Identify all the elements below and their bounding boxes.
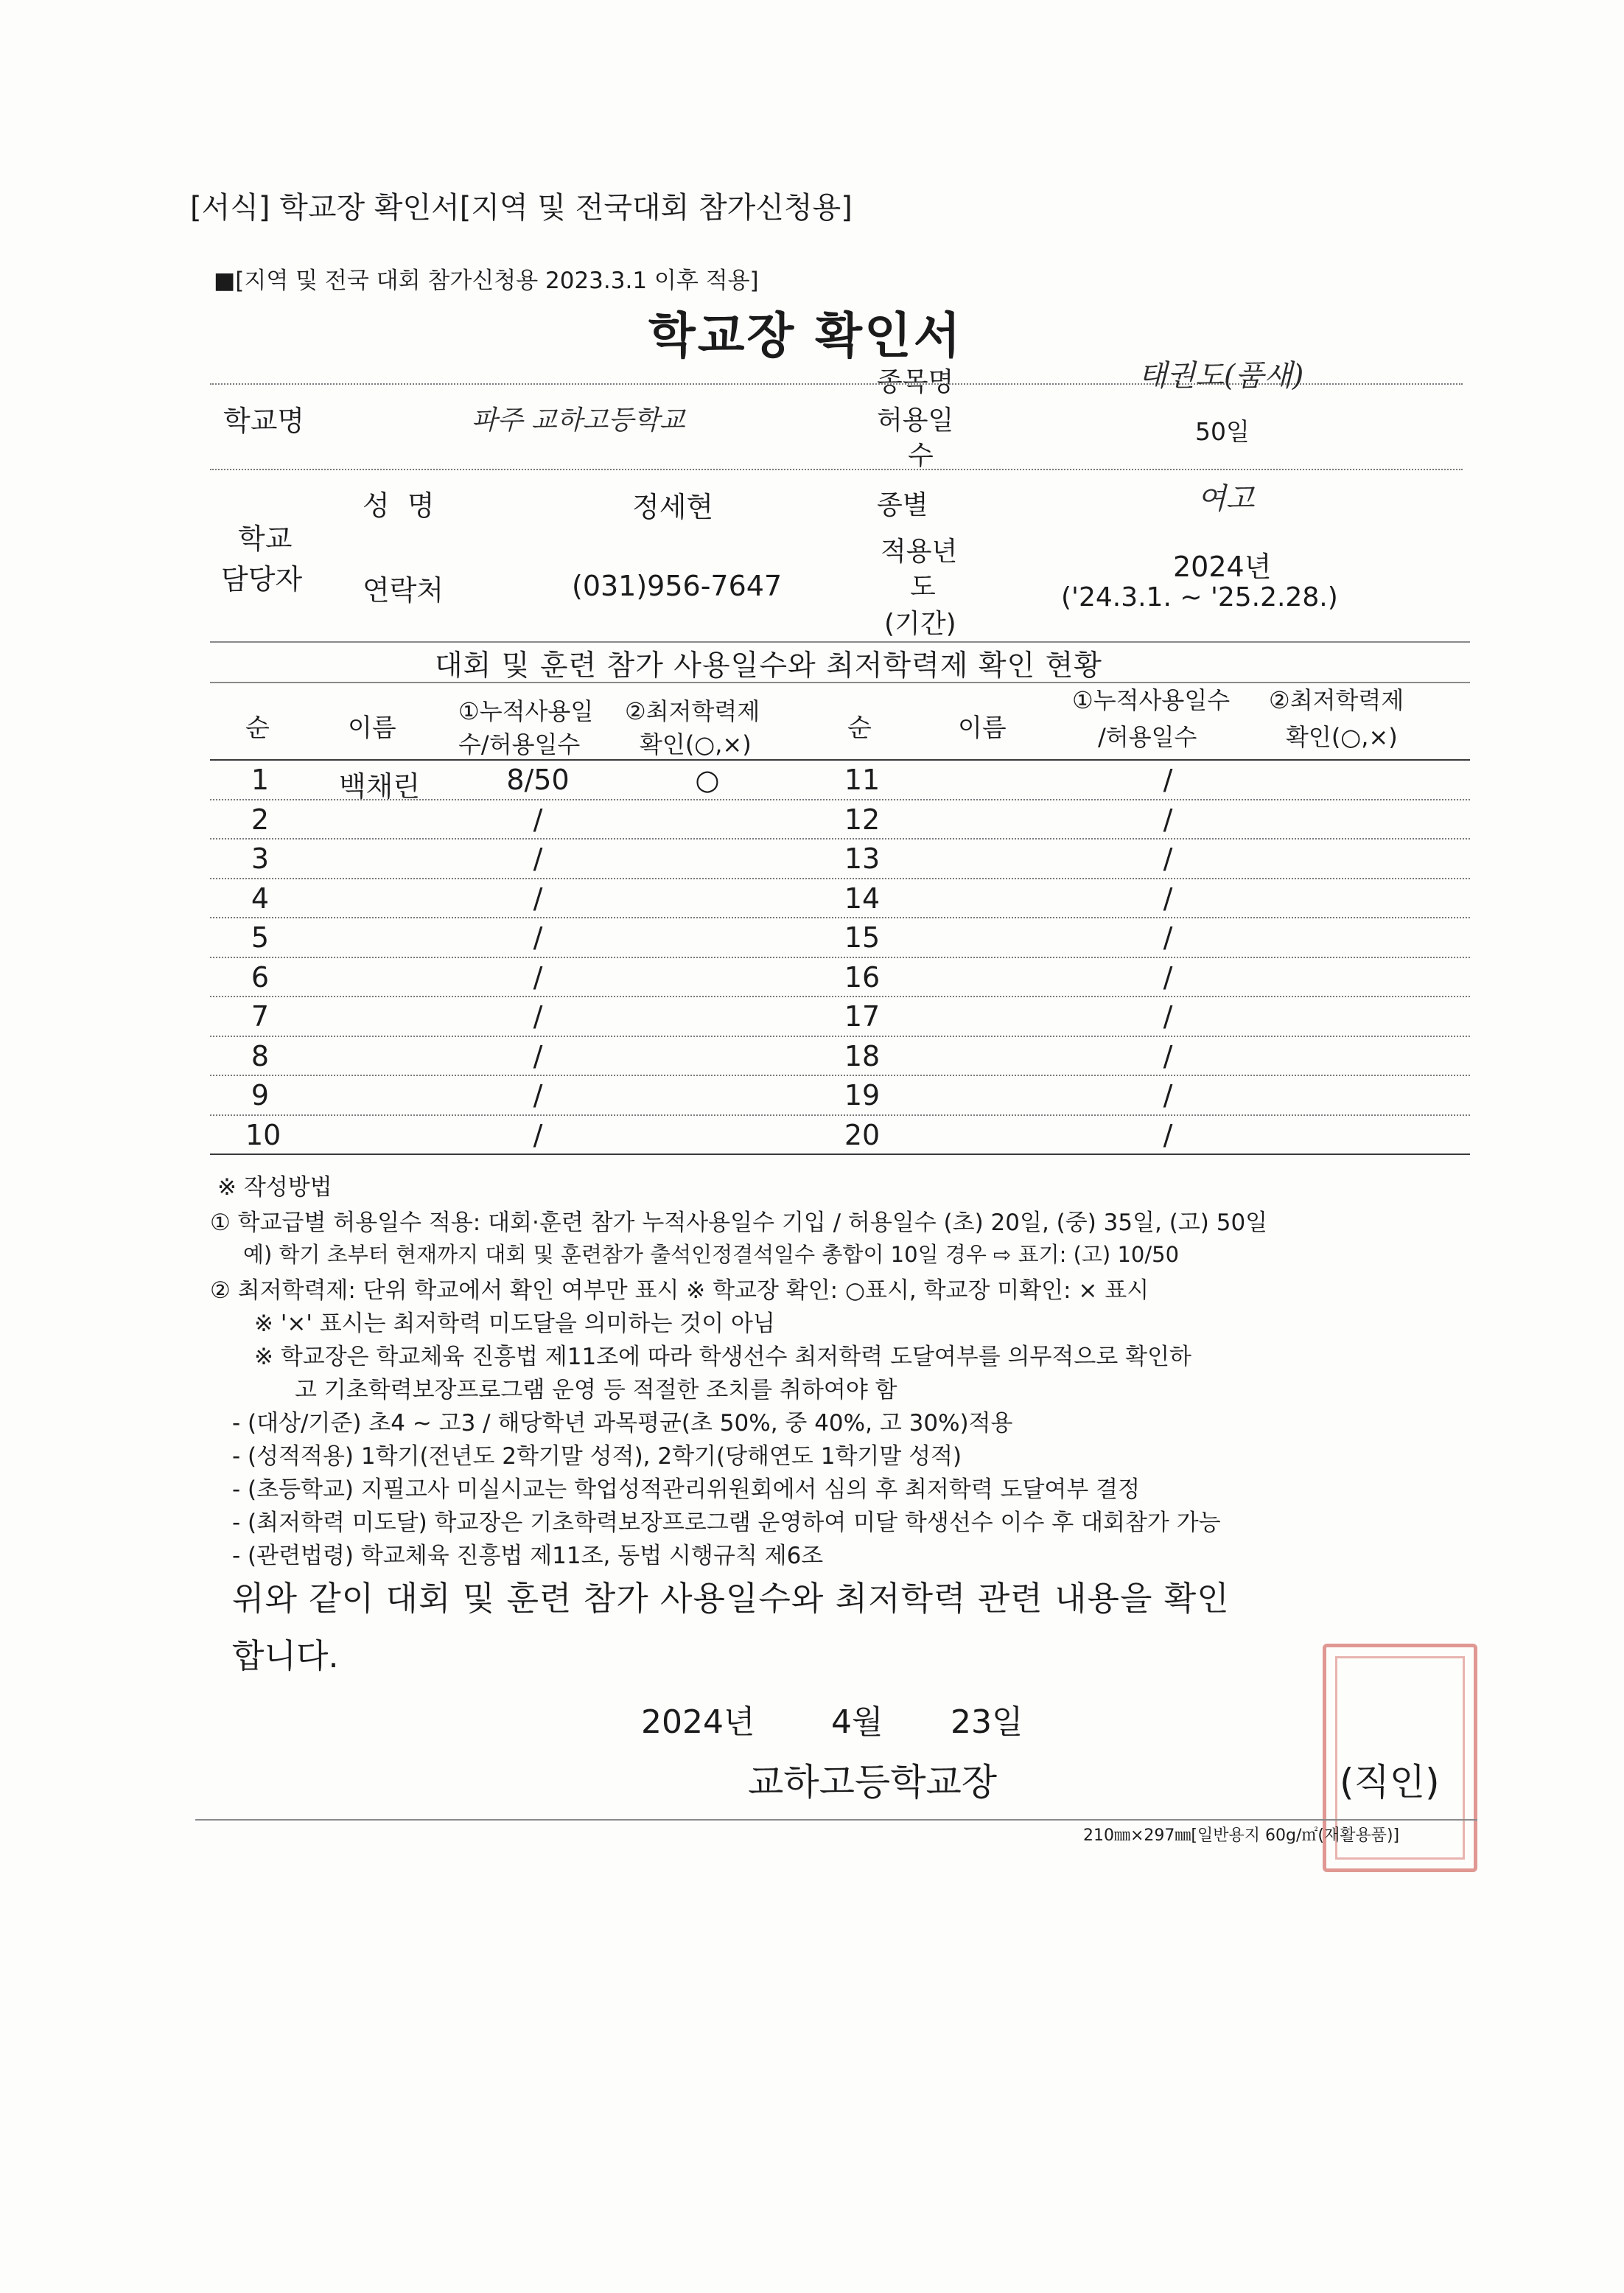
row-days: / [533,1118,543,1151]
seal-label: (직인) [1340,1761,1440,1804]
row-divider [210,838,1470,840]
row-seq-right: 15 [844,921,881,954]
row-seq: 10 [245,1118,281,1151]
footer-divider [195,1819,1477,1821]
note-1: ① 학교급별 허용일수 적용: 대회·훈련 참가 누적사용일수 기입 / 허용일수 (초) 20일, (중) 35일, (고) 50일 [210,1210,1268,1236]
allowed-days-value: 50일 [1195,417,1250,446]
allowed-days-label: 허용일 [877,405,954,436]
allowed-days-label-2: 수 [908,441,934,471]
header-name: 이름 [348,713,396,743]
row-days: / [533,882,543,915]
name-value: 정세현 [632,491,714,523]
header-academic-2: 확인(○,×) [640,730,752,758]
row-days-right: / [1163,842,1173,875]
row-days-right: / [1163,960,1173,994]
row-days: / [533,1000,543,1033]
row-days: / [533,960,543,994]
detail-target: - (대상/기준) 초4 ~ 고3 / 해당학년 과목평균(초 50%, 중 40%, 고 30%)적용 [232,1410,1013,1437]
confirmation-text-2: 합니다. [232,1636,339,1675]
note-3: ※ '×' 표시는 최저학력 미도달을 의미하는 것이 아님 [254,1310,775,1337]
note-2: ② 최저학력제: 단위 학교에서 확인 여부만 표시 ※ 학교장 확인: ○표시, 학교장 미확인: × 표시 [210,1277,1149,1304]
row-days-right: / [1163,1039,1173,1072]
header-days-right: ①누적사용일수 [1072,686,1231,714]
row-days: / [533,803,543,836]
row-days: / [533,842,543,875]
detail-law: - (관련법령) 학교체육 진흥법 제11조, 동법 시행규칙 제6조 [232,1543,824,1569]
school-name-value: 파주 교하고등학교 [472,405,685,436]
header-days-right-2: /허용일수 [1098,723,1197,751]
row-days-right: / [1163,921,1173,954]
date-day: 23일 [951,1703,1023,1741]
event-label: 종목명 [877,367,954,397]
row-divider [210,878,1470,879]
row-days-right: / [1163,1000,1173,1033]
detail-grade: - (성적적용) 1학기(전년도 2학기말 성적), 2학기(당해연도 1학기말 성적) [232,1443,962,1470]
apply-year-label: 적용년 [881,537,958,567]
detail-below-minimum: - (최저학력 미도달) 학교장은 기초학력보장프로그램 운영하여 미달 학생선수 이수 후 대회참가 가능 [232,1510,1221,1536]
table-header-divider [210,759,1470,761]
date-year: 2024년 [641,1703,755,1741]
row-seq: 9 [251,1079,270,1111]
header-days: ①누적사용일 [458,697,594,725]
row-days: / [533,1039,543,1072]
apply-year-value: 2024년 [1173,551,1272,583]
event-value: 태권도(품새) [1138,359,1304,393]
category-value: 여고 [1197,482,1255,516]
row-days-right: / [1163,1079,1173,1111]
header-seq-right: 순 [847,713,872,743]
apply-period-value: ('24.3.1. ~ '25.2.28.) [1061,582,1338,612]
row-name: 백채린 [338,770,421,803]
note-1-example: 예) 학기 초부터 현재까지 대회 및 훈련참가 출석인정결석일수 총합이 10일 경우 ⇨ 표기: (고) 10/50 [243,1242,1180,1267]
table-title: 대회 및 훈련 참가 사용일수와 최저학력제 확인 현황 [435,649,1102,683]
row-days-right: / [1163,1118,1173,1151]
row-days-right: / [1163,803,1173,836]
row-seq-right: 11 [844,764,881,796]
row-days-right: / [1163,764,1173,796]
row-seq-right: 14 [844,882,881,915]
contact-label: 연락처 [363,574,444,607]
row-seq-right: 13 [844,842,881,875]
row-divider [210,957,1470,958]
row-seq: 4 [251,882,270,915]
name-label: 성 명 [363,489,435,522]
row-seq-right: 19 [844,1079,881,1111]
row-seq: 5 [251,921,270,954]
notes-heading: ※ 작성방법 [217,1174,332,1201]
applicability-note: ■[지역 및 전국 대회 참가신청용 2023.3.1 이후 적용] [214,268,759,294]
note-4: ※ 학교장은 학교체육 진흥법 제11조에 따라 학생선수 최저학력 도달여부를 의무적으로 확인하 [254,1344,1191,1370]
contact-value: (031)956-7647 [572,570,783,602]
header-days-2: 수/허용일수 [458,730,581,758]
row-divider [210,996,1470,997]
manager-label-2: 담당자 [221,563,303,596]
row-divider [210,1075,1470,1076]
row-days-right: / [1163,882,1173,915]
apply-year-label-3: (기간) [884,609,956,639]
row-divider [210,1114,1470,1116]
apply-year-label-2: 도 [910,572,936,602]
row-days: / [533,921,543,954]
row-seq-right: 16 [844,960,881,994]
school-name-label: 학교명 [223,405,305,437]
row-seq: 1 [251,764,270,796]
document-title: 학교장 확인서 [648,307,963,364]
header-academic-right-2: 확인(○,×) [1286,723,1398,751]
principal-title: 교하고등학교장 [748,1761,998,1804]
header-name-right: 이름 [958,713,1007,743]
header-academic: ②최저학력제 [625,697,760,725]
confirmation-text: 위와 같이 대회 및 훈련 참가 사용일수와 최저학력 관련 내용을 확인 [232,1579,1230,1618]
date-month: 4월 [831,1703,883,1741]
row-days: 8/50 [506,764,570,796]
divider [210,469,1463,470]
table-bottom-border [210,1154,1470,1155]
header-academic-right: ②최저학력제 [1269,686,1404,714]
row-seq-right: 17 [844,1000,881,1033]
detail-elementary: - (초등학교) 지필고사 미실시교는 학업성적관리위원회에서 심의 후 최저학력 도달여부 결정 [232,1476,1141,1503]
row-academic-check: ○ [695,764,720,796]
header-seq: 순 [245,713,270,743]
note-4-cont: 고 기초학력보장프로그램 운영 등 적절한 조치를 취하여야 함 [295,1377,897,1403]
row-seq: 3 [251,842,270,875]
paper-spec: 210㎜×297㎜[일반용지 60g/㎡(재활용품)] [1083,1826,1400,1845]
row-seq-right: 12 [844,803,881,836]
row-seq-right: 20 [844,1118,881,1151]
row-seq: 7 [251,1000,270,1033]
row-divider [210,1036,1470,1037]
row-seq: 8 [251,1039,270,1072]
row-days: / [533,1079,543,1111]
row-seq: 6 [251,960,270,994]
row-divider [210,917,1470,918]
manager-label: 학교 [238,523,293,555]
form-label: [서식] 학교장 확인서[지역 및 전국대회 참가신청용] [190,191,853,225]
row-seq-right: 18 [844,1039,881,1072]
category-label: 종별 [877,490,928,520]
row-seq: 2 [251,803,270,836]
row-divider [210,799,1470,800]
